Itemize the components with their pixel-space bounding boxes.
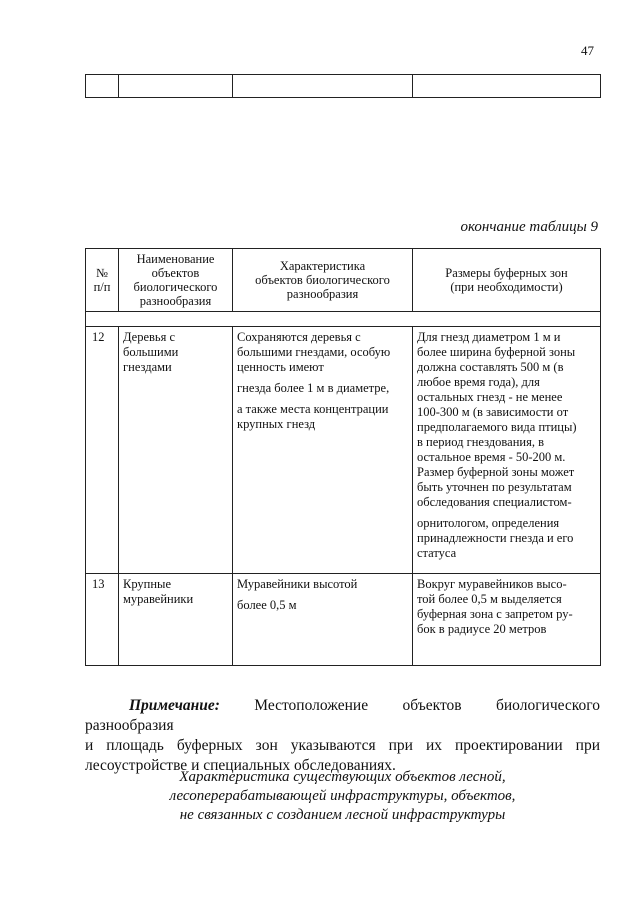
cell-line: Сохраняются деревья с — [237, 330, 361, 344]
cell-line: Деревья с — [123, 330, 176, 344]
cell-line: более 0,5 м — [237, 598, 297, 612]
table-note — [85, 696, 600, 776]
cell-line: ценность имеют — [237, 360, 324, 374]
cell-line: Крупные — [123, 577, 171, 591]
cell-line: Муравейники высотой — [237, 577, 358, 591]
cell-line: крупных гнезд — [237, 417, 316, 431]
cell-line: более ширина буферной зоны — [417, 345, 576, 359]
cell-line: Вокруг муравейников высо- — [417, 577, 567, 591]
cell-line: в период гнездования, в — [417, 435, 544, 449]
header-num — [86, 249, 119, 312]
cell-line: остальное время - 50-200 м. — [417, 450, 566, 464]
cell-line: быть уточнен по результатам — [417, 480, 572, 494]
cell-line: принадлежности гнезда и его — [417, 531, 574, 545]
table-header-row — [86, 249, 601, 312]
header-name — [119, 249, 233, 312]
header-buffer-line: Размеры буферных зон — [445, 266, 568, 280]
note-first-line — [85, 696, 600, 736]
cell-line: обследования специалистом- — [417, 495, 572, 509]
object-name — [119, 574, 233, 666]
header-buffer-line: (при необходимости) — [450, 280, 563, 294]
object-characteristic — [233, 327, 413, 574]
buffer-zone-size — [413, 574, 601, 666]
cell-line: статуса — [417, 546, 457, 560]
section-heading — [85, 768, 600, 825]
cell-line: должна составлять 500 м (в — [417, 360, 564, 374]
cell-line: той более 0,5 м выделяется — [417, 592, 562, 606]
table-cell — [119, 75, 233, 98]
cell-line: любое время года), для — [417, 375, 540, 389]
table-cell — [233, 75, 413, 98]
object-name — [119, 327, 233, 574]
cell-line: бок в радиусе 20 метров — [417, 622, 547, 636]
header-num-line: п/п — [93, 280, 111, 294]
cell-line: буферная зона с запретом ру- — [417, 607, 573, 621]
header-characteristic — [233, 249, 413, 312]
note-text-rest: и площадь буферных зон указываются при их проектировании при лесоустройстве и специальных обследованиях. — [85, 737, 600, 774]
cell-line: большими гнездами, особую — [237, 345, 391, 359]
note-label: Примечание: — [129, 697, 220, 714]
cell-line: гнезда более 1 м в диаметре, — [237, 381, 390, 395]
previous-table-fragment — [85, 74, 601, 98]
table-cell — [86, 312, 601, 327]
header-name-line: биологического — [133, 280, 218, 294]
header-char-line: разнообразия — [286, 287, 359, 301]
cell-line: остальных гнезд - не менее — [417, 390, 563, 404]
biodiversity-table — [85, 248, 601, 666]
cell-line: орнитологом, определения — [417, 516, 560, 530]
header-buffer-zone — [413, 249, 601, 312]
table-continuation-caption: окончание таблицы 9 — [460, 219, 598, 235]
table-cell — [86, 75, 119, 98]
section-heading-line: лесоперерабатывающей инфраструктуры, объектов, — [169, 788, 516, 804]
table-spacer-row — [86, 312, 601, 327]
note-text-first: Местоположение объектов биологического разнообразия — [85, 697, 601, 734]
header-name-line: Наименование — [136, 252, 215, 266]
cell-line: 100-300 м (в зависимости от — [417, 405, 569, 419]
cell-line: Размер буферной зоны может — [417, 465, 575, 479]
table-cell — [413, 75, 601, 98]
header-name-line: разнообразия — [139, 294, 212, 308]
buffer-zone-size — [413, 327, 601, 574]
header-name-line: объектов — [151, 266, 200, 280]
table-row — [86, 327, 601, 574]
page-number: 47 — [581, 43, 594, 58]
row-number: 13 — [86, 574, 119, 666]
cell-line: Для гнезд диаметром 1 м и — [417, 330, 561, 344]
cell-line: муравейники — [123, 592, 194, 606]
cell-line: предполагаемого вида птицы) — [417, 420, 577, 434]
header-num-line: № — [96, 266, 108, 280]
row-number: 12 — [86, 327, 119, 574]
header-char-line: объектов биологического — [255, 273, 390, 287]
cell-line: большими — [123, 345, 179, 359]
table-row — [86, 574, 601, 666]
header-char-line: Характеристика — [279, 259, 366, 273]
cell-line: а также места концентрации — [237, 402, 389, 416]
section-heading-line: Характеристика существующих объектов лесной, — [179, 769, 506, 785]
section-heading-line: не связанных с созданием лесной инфраструктуры — [179, 807, 506, 823]
cell-line: гнездами — [123, 360, 172, 374]
object-characteristic — [233, 574, 413, 666]
